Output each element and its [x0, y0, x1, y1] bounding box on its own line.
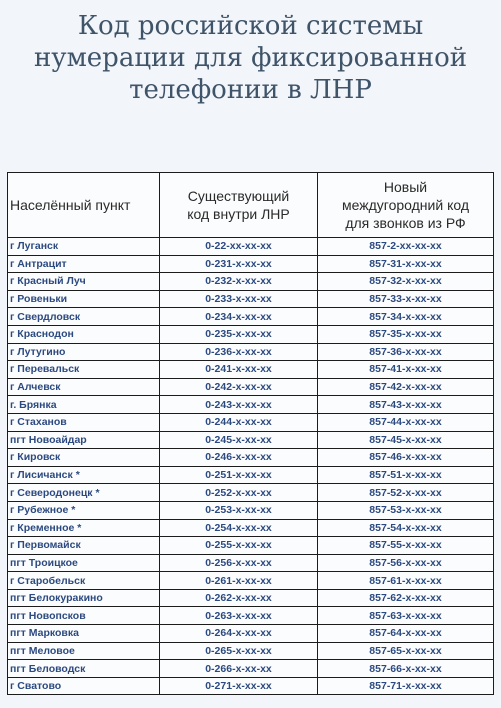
table-row: [8, 290, 494, 308]
new-code-cell: 857-61-х-хх-хх: [318, 572, 494, 590]
current-code-cell: 0-235-х-хх-хх: [160, 325, 318, 343]
title-line-1: Код российской системы: [77, 11, 424, 41]
place-cell: г Стаханов: [8, 413, 160, 431]
table-row: [8, 677, 494, 695]
table-row: [8, 238, 494, 256]
place-cell: пгт Новоайдар: [8, 431, 160, 449]
table-row: [8, 396, 494, 414]
header-current-line-2: код внутри ЛНР: [187, 206, 290, 222]
place-cell: г Алчевск: [8, 378, 160, 396]
place-cell: пгт Белокуракино: [8, 589, 160, 607]
place-cell: г Лутугино: [8, 343, 160, 361]
new-code-cell: 857-32-х-хх-хх: [318, 273, 494, 291]
table-row: [8, 343, 494, 361]
new-code-cell: 857-62-х-хх-хх: [318, 589, 494, 607]
place-cell: г. Брянка: [8, 396, 160, 414]
new-code-cell: 857-64-х-хх-хх: [318, 625, 494, 643]
current-code-cell: 0-252-х-хх-хх: [160, 484, 318, 502]
current-code-cell: 0-236-х-хх-хх: [160, 343, 318, 361]
table-row: [8, 413, 494, 431]
current-code-cell: 0-243-х-хх-хх: [160, 396, 318, 414]
title-line-3: телефонии в ЛНР: [129, 75, 372, 105]
place-cell: пгт Троицкое: [8, 554, 160, 572]
table-row: [8, 449, 494, 467]
place-cell: пгт Новопсков: [8, 607, 160, 625]
current-code-cell: 0-241-х-хх-хх: [160, 361, 318, 379]
new-code-cell: 857-65-х-хх-хх: [318, 642, 494, 660]
current-code-cell: 0-246-х-хх-хх: [160, 449, 318, 467]
new-code-cell: 857-36-х-хх-хх: [318, 343, 494, 361]
current-code-cell: 0-254-х-хх-хх: [160, 519, 318, 537]
table-row: [8, 308, 494, 326]
table-header-row: [8, 173, 494, 238]
table-row: [8, 625, 494, 643]
place-cell: г Северодонецк *: [8, 484, 160, 502]
place-cell: г Первомайск: [8, 537, 160, 555]
new-code-cell: 857-43-х-хх-хх: [318, 396, 494, 414]
table-row: [8, 572, 494, 590]
header-current-code: [160, 173, 318, 238]
current-code-cell: 0-263-х-хх-хх: [160, 607, 318, 625]
current-code-cell: 0-265-х-хх-хх: [160, 642, 318, 660]
current-code-cell: 0-22-хх-хх-хх: [160, 238, 318, 256]
table-row: [8, 431, 494, 449]
current-code-cell: 0-261-х-хх-хх: [160, 572, 318, 590]
new-code-cell: 857-34-х-хх-хх: [318, 308, 494, 326]
current-code-cell: 0-255-х-хх-хх: [160, 537, 318, 555]
table-row: [8, 660, 494, 678]
place-cell: г Красный Луч: [8, 273, 160, 291]
current-code-cell: 0-256-х-хх-хх: [160, 554, 318, 572]
table-row: [8, 589, 494, 607]
current-code-cell: 0-266-х-хх-хх: [160, 660, 318, 678]
header-place-text: Населённый пункт: [10, 197, 131, 213]
table-row: [8, 642, 494, 660]
table-row: [8, 255, 494, 273]
place-cell: г Перевальск: [8, 361, 160, 379]
table-row: [8, 484, 494, 502]
new-code-cell: 857-35-х-хх-хх: [318, 325, 494, 343]
current-code-cell: 0-271-х-хх-хх: [160, 677, 318, 695]
table-row: [8, 378, 494, 396]
place-cell: г Старобельск: [8, 572, 160, 590]
current-code-cell: 0-234-х-хх-хх: [160, 308, 318, 326]
new-code-cell: 857-63-х-хх-хх: [318, 607, 494, 625]
table-row: [8, 361, 494, 379]
table-row: [8, 554, 494, 572]
current-code-cell: 0-232-х-хх-хх: [160, 273, 318, 291]
new-code-cell: 857-41-х-хх-хх: [318, 361, 494, 379]
place-cell: г Антрацит: [8, 255, 160, 273]
page-title: [0, 10, 501, 106]
header-current-line-1: Существующий: [187, 188, 290, 204]
new-code-cell: 857-52-х-хх-хх: [318, 484, 494, 502]
current-code-cell: 0-264-х-хх-хх: [160, 625, 318, 643]
title-line-2: нумерации для фиксированной: [33, 43, 468, 73]
place-cell: г Краснодон: [8, 325, 160, 343]
new-code-cell: 857-56-х-хх-хх: [318, 554, 494, 572]
new-code-cell: 857-55-х-хх-хх: [318, 537, 494, 555]
place-cell: г Ровеньки: [8, 290, 160, 308]
header-new-code: [318, 173, 494, 238]
new-code-cell: 857-2-хх-хх-хх: [318, 238, 494, 256]
new-code-cell: 857-51-х-хх-хх: [318, 466, 494, 484]
codes-table: [7, 172, 494, 695]
place-cell: пгт Беловодск: [8, 660, 160, 678]
new-code-cell: 857-46-х-хх-хх: [318, 449, 494, 467]
current-code-cell: 0-233-х-хх-хх: [160, 290, 318, 308]
new-code-cell: 857-71-х-хх-хх: [318, 677, 494, 695]
current-code-cell: 0-231-х-хх-хх: [160, 255, 318, 273]
header-new-line-2: междугородний код: [342, 197, 469, 213]
place-cell: г Кременное *: [8, 519, 160, 537]
place-cell: г Луганск: [8, 238, 160, 256]
new-code-cell: 857-33-х-хх-хх: [318, 290, 494, 308]
place-cell: г Рубежное *: [8, 501, 160, 519]
new-code-cell: 857-45-х-хх-хх: [318, 431, 494, 449]
table-row: [8, 273, 494, 291]
current-code-cell: 0-253-х-хх-хх: [160, 501, 318, 519]
current-code-cell: 0-245-х-хх-хх: [160, 431, 318, 449]
place-cell: пгт Меловое: [8, 642, 160, 660]
place-cell: г Лисичанск *: [8, 466, 160, 484]
new-code-cell: 857-44-х-хх-хх: [318, 413, 494, 431]
current-code-cell: 0-251-х-хх-хх: [160, 466, 318, 484]
table-row: [8, 519, 494, 537]
place-cell: г Кировск: [8, 449, 160, 467]
place-cell: пгт Марковка: [8, 625, 160, 643]
table-row: [8, 501, 494, 519]
table-row: [8, 607, 494, 625]
new-code-cell: 857-31-х-хх-хх: [318, 255, 494, 273]
place-cell: г Сватово: [8, 677, 160, 695]
new-code-cell: 857-66-х-хх-хх: [318, 660, 494, 678]
place-cell: г Свердловск: [8, 308, 160, 326]
current-code-cell: 0-262-х-хх-хх: [160, 589, 318, 607]
new-code-cell: 857-53-х-хх-хх: [318, 501, 494, 519]
current-code-cell: 0-244-х-хх-хх: [160, 413, 318, 431]
header-new-line-1: Новый: [383, 179, 428, 195]
new-code-cell: 857-42-х-хх-хх: [318, 378, 494, 396]
header-place: [8, 173, 160, 238]
current-code-cell: 0-242-х-хх-хх: [160, 378, 318, 396]
table-row: [8, 537, 494, 555]
new-code-cell: 857-54-х-хх-хх: [318, 519, 494, 537]
table-row: [8, 466, 494, 484]
table-row: [8, 325, 494, 343]
header-new-line-3: для звонков из РФ: [345, 215, 466, 231]
